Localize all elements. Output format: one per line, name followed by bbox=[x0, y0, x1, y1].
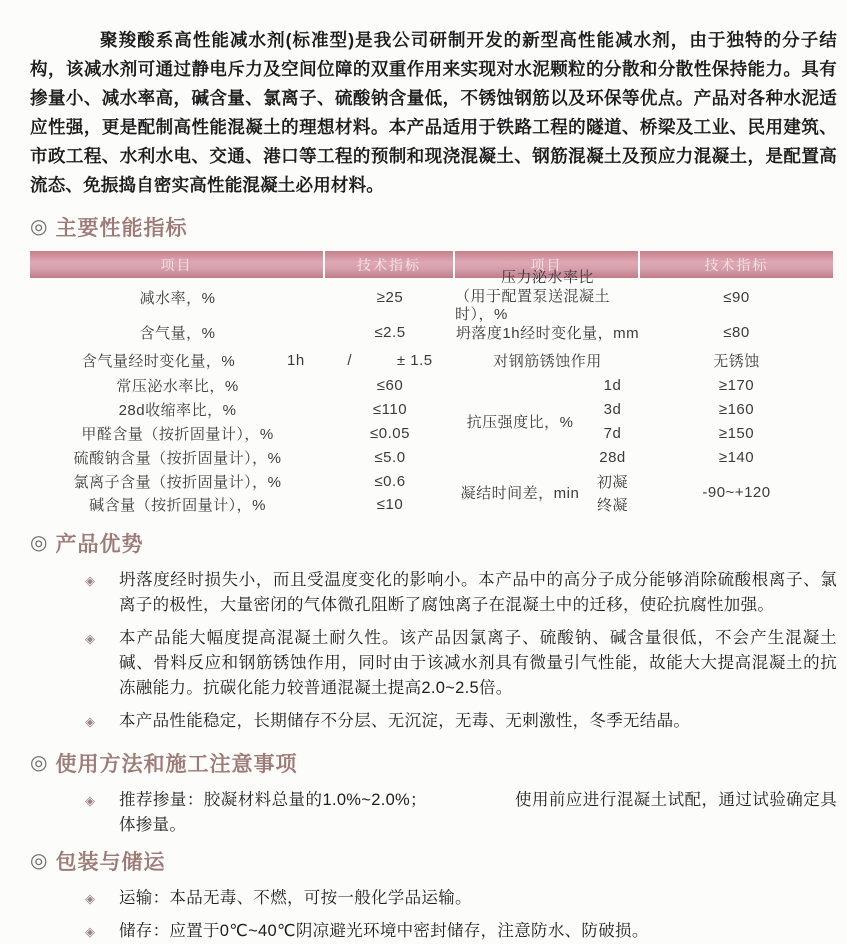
table-cell-pressure-bleed-label bbox=[455, 268, 640, 324]
table-cell-age: 28d bbox=[599, 448, 626, 466]
table-cell-value: 无锈蚀 bbox=[713, 353, 760, 370]
table-header-spec-right: 技术指标 bbox=[640, 251, 833, 278]
section-title: 主要性能指标 bbox=[55, 217, 188, 240]
diamond-bullet-icon: ◈ bbox=[85, 714, 95, 729]
dosage-text: 推荐掺量：胶凝材料总量的1.0%~2.0%； bbox=[119, 791, 427, 809]
table-cell-initial-set: 初凝 bbox=[596, 473, 628, 491]
table-cell-value: ≤5.0 bbox=[374, 448, 406, 466]
usage-text bbox=[119, 788, 837, 838]
trial-mix-note: 使用前应进行混凝土试配，通过试验确定具体掺量。 bbox=[119, 791, 837, 834]
advantage-text: 坍落度经时损失小，而且受温度变化的影响小。本产品中的高分子成分能够消除硫酸根离子、氯离子的极性，大量密闭的气体微孔阻断了腐蚀离子在混凝土中的迁移，使砼抗腐性加强。 bbox=[119, 571, 837, 614]
table-header-spec-left: 技术指标 bbox=[325, 251, 455, 278]
advantage-text: 本产品能大幅度提高混凝土耐久性。该产品因氯离子、硫酸钠、碱含量很低，不会产生混凝土碱、骨料反应和钢筋锈蚀作用，同时由于该减水剂具有微量引气性能，故能大大提高混凝土的抗冻融能力。抗碳化能力较普通混凝土提高2.0~2.5倍。 bbox=[119, 629, 837, 697]
diamond-bullet-icon: ◈ bbox=[85, 573, 95, 588]
table-cell-value: ≤0.6 bbox=[374, 472, 406, 490]
table-cell-value: ≤10 bbox=[376, 496, 404, 513]
table-header-item-left: 项目 bbox=[30, 251, 325, 278]
table-cell-value: ≥140 bbox=[718, 448, 755, 466]
table-cell-value: ≤110 bbox=[372, 400, 408, 418]
table-cell-age: 1d bbox=[603, 376, 622, 394]
section-heading-usage bbox=[30, 748, 837, 778]
advantages-list bbox=[30, 568, 837, 734]
diamond-bullet-icon: ◈ bbox=[85, 924, 95, 939]
list-item bbox=[85, 568, 837, 618]
table-cell-label: 硫酸钠含量（按折固量计），% bbox=[73, 449, 282, 467]
transport-text: 运输：本品无毒、不燃，可按一般化学品运输。 bbox=[119, 889, 472, 907]
section-marker-icon: ◎ bbox=[30, 532, 49, 554]
intro-paragraph: 聚羧酸系高性能减水剂(标准型)是我公司研制开发的新型高性能减水剂，由于独特的分子结构，该减水剂可通过静电斥力及空间位障的双重作用来实现对水泥颗粒的分散和分散性保持能力。具有掺量小、减水率高，碱含量、氯离子、硫酸钠含量低，不锈蚀钢筋以及环保等优点。产品对各种水泥适应性强，更是配制高性能混凝土的理想材料。本产品适用于铁路工程的隧道、桥梁及工业、民用建筑、市政工程、水利水电、交通、港口等工程的预制和现浇混凝土、钢筋混凝土及预应力混凝土，是配置高流态、免振捣自密实高性能混凝土必用材料。 bbox=[30, 30, 837, 195]
table-cell-label: 甲醛含量（按折固量计），% bbox=[81, 425, 274, 443]
table-cell-1h: 1h bbox=[287, 352, 305, 369]
section-heading-packaging bbox=[30, 846, 837, 876]
pressure-bleed-line2: （用于配置泵送混凝土时），% bbox=[455, 287, 611, 324]
list-item bbox=[85, 626, 837, 701]
packaging-list bbox=[30, 886, 837, 944]
table-cell-value: ≥25 bbox=[376, 288, 404, 306]
table-cell-label: 碱含量（按折固量计），% bbox=[89, 497, 266, 514]
table-cell-strength-label: 抗压强度比，% bbox=[466, 413, 574, 431]
table-cell-value bbox=[325, 348, 455, 373]
table-cell-setting-label: 凝结时间差，min bbox=[460, 485, 580, 502]
table-cell-tolerance: ± 1.5 bbox=[396, 352, 433, 369]
usage-list bbox=[30, 788, 837, 838]
table-cell-value: ≥160 bbox=[718, 400, 755, 418]
advantage-text: 本产品性能稳定，长期储存不分层、无沉淀，无毒、无刺激性，冬季无结晶。 bbox=[119, 712, 691, 730]
table-cell-value: ≤0.05 bbox=[370, 424, 410, 442]
table-cell-label: 含气量，% bbox=[139, 324, 216, 342]
table-cell-label: 28d收缩率比，% bbox=[118, 401, 237, 419]
table-cell-label: 对钢筋锈蚀作用 bbox=[493, 353, 602, 370]
table-header-item-right: 项目 bbox=[455, 251, 640, 278]
diamond-bullet-icon: ◈ bbox=[85, 793, 95, 808]
table-cell-value: -90~+120 bbox=[702, 484, 771, 501]
table-cell-value: ≤60 bbox=[376, 376, 404, 394]
list-item bbox=[85, 788, 837, 838]
table-cell-label: 氯离子含量（按折固量计），% bbox=[73, 473, 282, 491]
diamond-bullet-icon: ◈ bbox=[85, 891, 95, 906]
section-marker-icon: ◎ bbox=[30, 850, 49, 872]
section-title: 产品优势 bbox=[55, 533, 144, 556]
table-cell-label: 常压泌水率比，% bbox=[116, 377, 239, 395]
table-cell-slash: / bbox=[347, 352, 353, 369]
table-cell-label: 减水率，% bbox=[139, 289, 216, 307]
pressure-bleed-line1: 压力泌水率比 bbox=[500, 268, 594, 286]
section-heading-performance bbox=[30, 212, 837, 242]
list-item bbox=[85, 919, 837, 944]
table-cell-value: ≤2.5 bbox=[374, 323, 406, 341]
table-cell-value: ≥150 bbox=[718, 424, 755, 442]
section-marker-icon: ◎ bbox=[30, 752, 49, 774]
section-title: 包装与储运 bbox=[55, 851, 166, 874]
section-title: 使用方法和施工注意事项 bbox=[55, 753, 298, 776]
table-cell-value: ≤90 bbox=[723, 288, 750, 306]
list-item bbox=[85, 709, 837, 734]
table-cell-label: 坍落度1h经时变化量，mm bbox=[455, 324, 640, 342]
table-cell-final-set: 终凝 bbox=[596, 497, 628, 514]
section-marker-icon: ◎ bbox=[30, 216, 49, 238]
performance-table bbox=[30, 251, 833, 516]
list-item bbox=[85, 886, 837, 911]
diamond-bullet-icon: ◈ bbox=[85, 631, 95, 646]
table-cell-label-text: 含气量经时变化量，% bbox=[81, 353, 236, 370]
table-cell-age: 3d bbox=[603, 400, 622, 418]
table-cell-age: 7d bbox=[603, 424, 622, 442]
section-heading-advantages bbox=[30, 528, 837, 558]
table-cell-label bbox=[30, 348, 325, 373]
storage-text: 储存：应置于0℃~40℃阴凉避光环境中密封储存，注意防水、防破损。 bbox=[119, 922, 649, 940]
table-cell-value: ≥170 bbox=[718, 376, 755, 394]
table-cell-value: ≤80 bbox=[723, 323, 750, 341]
